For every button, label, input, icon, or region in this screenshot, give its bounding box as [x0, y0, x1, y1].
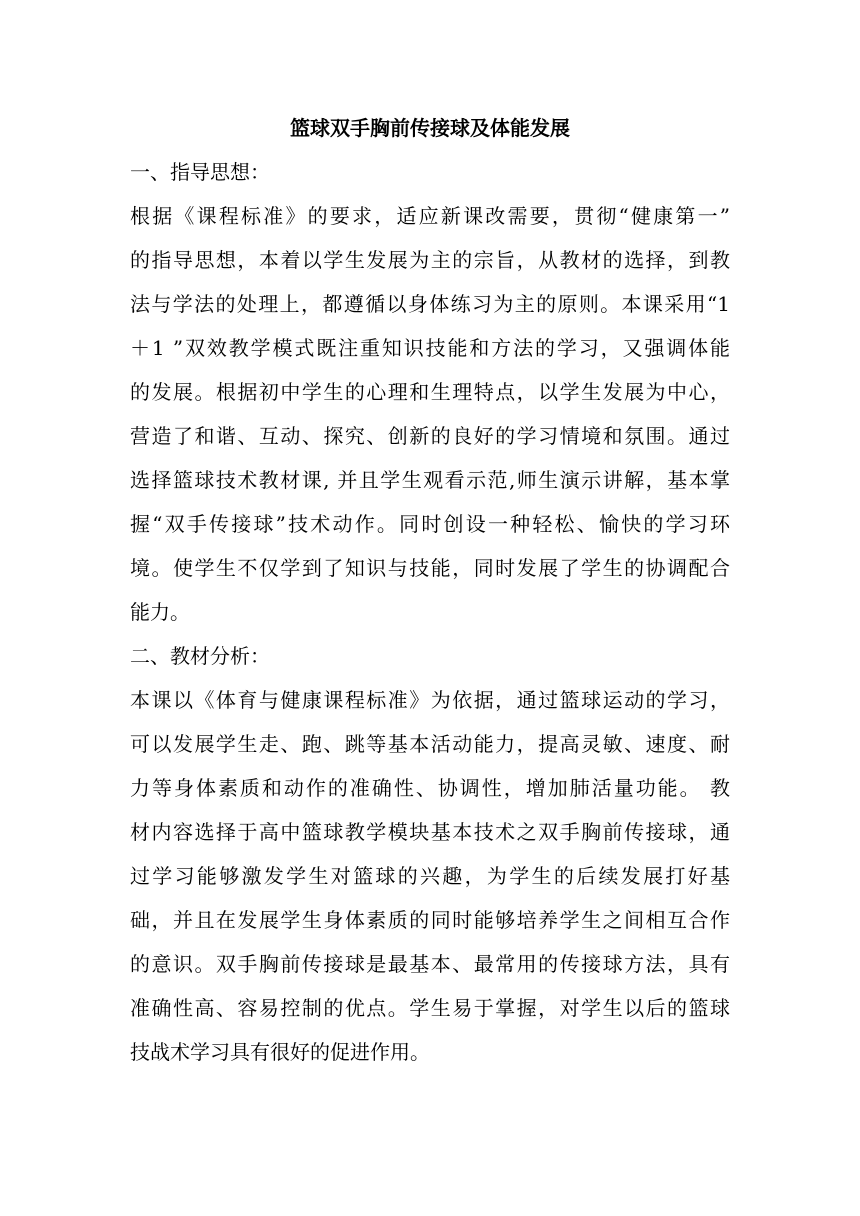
document-title: 篮球双手胸前传接球及体能发展 [290, 116, 570, 140]
document-page [130, 106, 730, 1074]
paragraph-line: 的指导思想，本着以学生发展为主的宗旨，从教材的选择，到教 [130, 248, 730, 272]
paragraph-line: 握“双手传接球”技术动作。同时创设一种轻松、愉快的学习环 [130, 512, 730, 536]
paragraph-line: 的意识。双手胸前传接球是最基本、最常用的传接球方法，具有 [130, 952, 730, 976]
section-guiding-ideology [130, 150, 730, 634]
paragraph-line: 根据《课程标准》的要求，适应新课改需要，贯彻“健康第一” [130, 204, 730, 228]
paragraph-line: 材内容选择于高中篮球教学模块基本技术之双手胸前传接球，通 [130, 820, 730, 844]
paragraph-line: 法与学法的处理上，都遵循以身体练习为主的原则。本课采用“1 [130, 292, 730, 316]
paragraph-line: 的发展。根据初中学生的心理和生理特点，以学生发展为中心， [130, 380, 730, 404]
section-heading: 一、指导思想： [130, 160, 270, 184]
paragraph-line: 境。使学生不仅学到了知识与技能，同时发展了学生的协调配合 [130, 556, 730, 580]
paragraph-line: 技战术学习具有很好的促进作用。 [130, 1040, 430, 1064]
paragraph-line: 力等身体素质和动作的准确性、协调性，增加肺活量功能。 教 [130, 776, 730, 800]
paragraph-line: 准确性高、容易控制的优点。学生易于掌握，对学生以后的篮球 [130, 996, 730, 1020]
paragraph-line: 础，并且在发展学生身体素质的同时能够培养学生之间相互合作 [130, 908, 730, 932]
section-paragraph [130, 194, 730, 634]
section-heading: 二、教材分析： [130, 644, 270, 668]
paragraph-line: 选择篮球技术教材课, 并且学生观看示范,师生演示讲解，基本掌 [130, 468, 730, 492]
paragraph-line: 营造了和谐、互动、探究、创新的良好的学习情境和氛围。通过 [130, 424, 730, 448]
paragraph-line: 可以发展学生走、跑、跳等基本活动能力，提高灵敏、速度、耐 [130, 732, 730, 756]
section-textbook-analysis [130, 634, 730, 1074]
paragraph-line: 能力。 [130, 600, 190, 624]
section-paragraph [130, 678, 730, 1074]
paragraph-line: 本课以《体育与健康课程标准》为依据，通过篮球运动的学习， [130, 688, 730, 712]
paragraph-line: ＋1 ”双效教学模式既注重知识技能和方法的学习，又强调体能 [130, 336, 730, 360]
paragraph-line: 过学习能够激发学生对篮球的兴趣，为学生的后续发展打好基 [130, 864, 730, 888]
